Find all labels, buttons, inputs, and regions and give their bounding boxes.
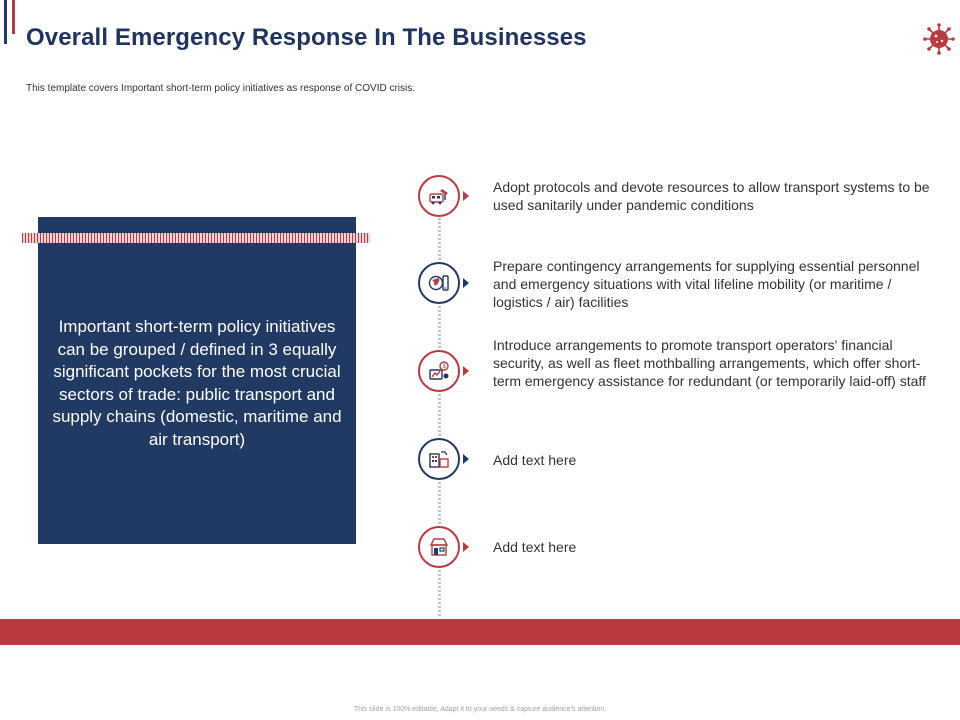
timeline-arrow-4 (463, 454, 469, 464)
item-text-1: Adopt protocols and devote resources to allow transport systems to be used sanitarily under pandemic conditions (493, 179, 930, 213)
timeline-node-5 (418, 526, 460, 568)
timeline-arrow-2 (463, 278, 469, 288)
transport-sanitize-icon (428, 185, 450, 207)
svg-text:$: $ (442, 363, 447, 370)
decorative-stripe (22, 233, 370, 243)
title-accent-bar-red (12, 0, 15, 34)
bottom-accent-band (0, 619, 960, 645)
storefront-icon (428, 536, 450, 558)
finance-security-icon (428, 360, 450, 382)
item-text-4: Add text here (493, 452, 577, 468)
item-text-5: Add text here (493, 539, 577, 555)
timeline-arrow-5 (463, 542, 469, 552)
timeline-arrow-1 (463, 191, 469, 201)
slide-subtitle: This template covers Important short-term policy initiatives as response of COVID crisis. (26, 83, 416, 94)
slide-title: Overall Emergency Response In The Businesses (26, 24, 587, 51)
item-text-2: Prepare contingency arrangements for supplying essential personnel and emergency situations with vital lifeline mobility (or maritime / logistics / air) facilities (493, 258, 920, 310)
timeline-node-2 (418, 262, 460, 304)
summary-panel-text: Important short-term policy initiatives can be grouped / defined in 3 equally significant pockets for the most crucial sectors of trade: public transport and supply chains (domestic, maritime and air transport) (52, 317, 342, 449)
timeline-node-3 (418, 350, 460, 392)
item-text-3: Introduce arrangements to promote transport operators' financial security, as well as fleet mothballing arrangements, which offer short-term emergency assistance for redundant (or temporarily laid-off) staff (493, 337, 926, 389)
timeline-node-1 (418, 175, 460, 217)
timeline-arrow-3 (463, 366, 469, 376)
logistics-building-icon (428, 448, 450, 470)
timeline-node-4 (418, 438, 460, 480)
virus-icon (922, 22, 956, 56)
globe-phone-icon (428, 272, 450, 294)
title-accent-bar-navy (4, 0, 7, 44)
slide-footer-note: This slide is 100% editable. Adapt it to your needs & capture audience's attention. (353, 706, 607, 713)
